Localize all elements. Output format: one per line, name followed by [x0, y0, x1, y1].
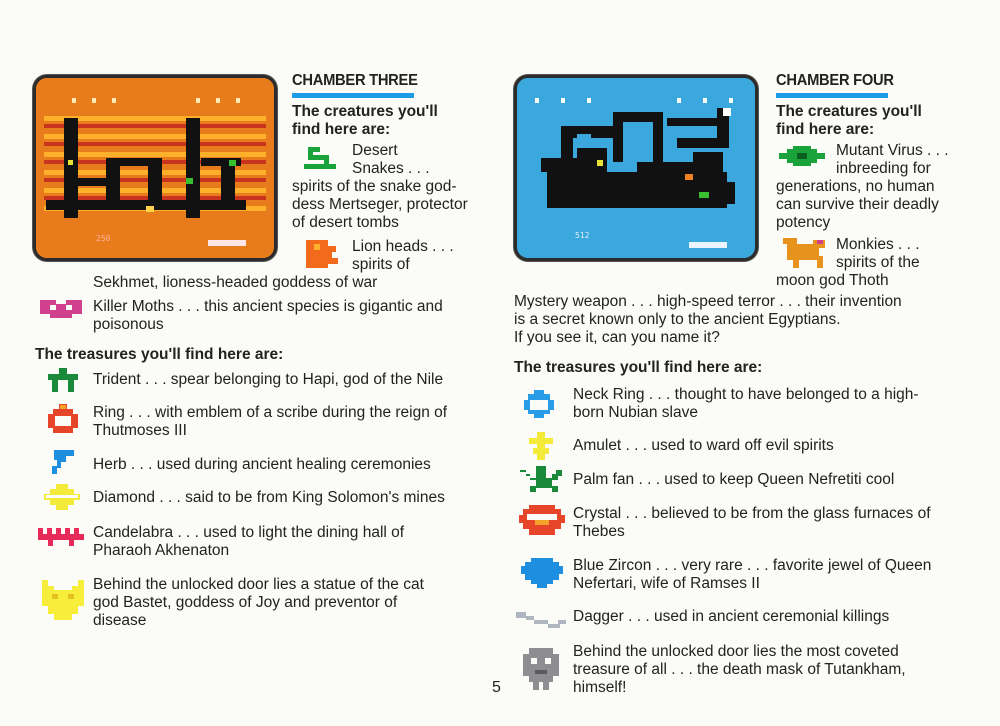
candelabra-line2: Pharaoh Akhenaton [93, 542, 230, 559]
palm-fan-text: Palm fan . . . used to keep Queen Nefretiti cool [573, 471, 895, 488]
statue-line2: god Bastet, goddess of Joy and preventor of [93, 594, 398, 611]
mutant-virus-line2: inbreeding for [836, 160, 931, 177]
blue-zircon-line2: Nefertari, wife of Ramses II [573, 575, 760, 592]
chamber-four-screenshot [514, 75, 758, 261]
monkies-line1: Monkies . . . [836, 236, 920, 253]
mask-line2: treasure of all . . . the death mask of Tutankham, [573, 661, 906, 678]
monkies-line3: moon god Thoth [776, 272, 889, 289]
right-creatures-heading-1: The creatures you'll [776, 103, 922, 120]
death-mask-icon [521, 648, 561, 690]
trident-text: Trident . . . spear belonging to Hapi, god of the Nile [93, 371, 444, 388]
chamber-three-title: CHAMBER THREE [292, 72, 418, 89]
trident-icon [48, 368, 78, 392]
crystal-line2: Thebes [573, 523, 625, 540]
mutant-virus-line1: Mutant Virus . . . [836, 142, 949, 159]
statue-line3: disease [93, 612, 147, 629]
desert-snakes-line3: spirits of the snake god- [292, 178, 457, 195]
amulet-icon [527, 432, 555, 460]
statue-line1: Behind the unlocked door lies a statue of the cat [93, 576, 424, 593]
chamber-three-underline [292, 93, 414, 98]
diamond-icon [42, 484, 82, 510]
chamber-three-screenshot [33, 75, 277, 261]
blue-zircon-line1: Blue Zircon . . . very rare . . . favorite jewel of Queen [573, 557, 932, 574]
chamber-three-maze [36, 78, 274, 258]
ring-icon [46, 404, 80, 436]
lion-heads-line2: spirits of [352, 256, 410, 273]
page-number: 5 [492, 679, 501, 696]
herb-icon [50, 448, 78, 476]
mask-line3: himself! [573, 679, 627, 696]
mutant-virus-line5: potency [776, 214, 831, 231]
desert-snakes-line1: Desert [352, 142, 398, 159]
desert-snakes-line5: of desert tombs [292, 214, 399, 231]
dagger-icon [516, 610, 566, 630]
mutant-virus-line3: generations, no human [776, 178, 935, 195]
mystery-line3: If you see it, can you name it? [514, 329, 720, 346]
bastet-cat-statue-icon [42, 580, 84, 620]
left-creatures-heading-2: find here are: [292, 121, 391, 138]
left-creatures-heading-1: The creatures you'll [292, 103, 438, 120]
desert-snakes-line4: dess Mertseger, protector [292, 196, 468, 213]
mask-line1: Behind the unlocked door lies the most coveted [573, 643, 899, 660]
herb-text: Herb . . . used during ancient healing ceremonies [93, 456, 431, 473]
mutant-virus-icon [779, 146, 825, 166]
palm-fan-icon [520, 466, 562, 494]
desert-snakes-line2: Snakes . . . [352, 160, 430, 177]
right-creatures-heading-2: find here are: [776, 121, 875, 138]
diamond-text: Diamond . . . said to be from King Solomon's mines [93, 489, 445, 506]
crystal-icon [519, 505, 565, 535]
blue-zircon-icon [521, 558, 563, 588]
mystery-line1: Mystery weapon . . . high-speed terror . . . their invention [514, 293, 902, 310]
neck-ring-line1: Neck Ring . . . thought to have belonged to a high- [573, 386, 919, 403]
lion-head-icon [300, 238, 342, 270]
mutant-virus-line4: can survive their deadly [776, 196, 939, 213]
desert-snake-icon [300, 144, 338, 170]
dagger-text: Dagger . . . used in ancient ceremonial killings [573, 608, 890, 625]
killer-moths-line2: poisonous [93, 316, 164, 333]
monkey-icon [783, 238, 825, 268]
mystery-line2: is a secret known only to the ancient Egyptians. [514, 311, 841, 328]
right-treasures-heading: The treasures you'll find here are: [514, 359, 763, 376]
neck-ring-line2: born Nubian slave [573, 404, 698, 421]
candelabra-icon [36, 526, 86, 548]
left-treasures-heading: The treasures you'll find here are: [35, 346, 284, 363]
neck-ring-icon [524, 390, 554, 418]
lion-heads-line3: Sekhmet, lioness-headed goddess of war [93, 274, 378, 291]
ring-line2: Thutmoses III [93, 422, 187, 439]
monkies-line2: spirits of the [836, 254, 920, 271]
crystal-line1: Crystal . . . believed to be from the glass furnaces of [573, 505, 931, 522]
ring-line1: Ring . . . with emblem of a scribe during the reign of [93, 404, 448, 421]
chamber-four-maze [517, 78, 755, 258]
chamber-four-title: CHAMBER FOUR [776, 72, 894, 89]
chamber-four-underline [776, 93, 888, 98]
killer-moth-icon [38, 296, 84, 322]
lion-heads-line1: Lion heads . . . [352, 238, 454, 255]
killer-moths-line1: Killer Moths . . . this ancient species is gigantic and [93, 298, 443, 315]
candelabra-line1: Candelabra . . . used to light the dining hall of [93, 524, 405, 541]
chamber-three-score: 250 [96, 234, 111, 243]
chamber-four-score: 512 [575, 231, 590, 240]
amulet-text: Amulet . . . used to ward off evil spirits [573, 437, 834, 454]
